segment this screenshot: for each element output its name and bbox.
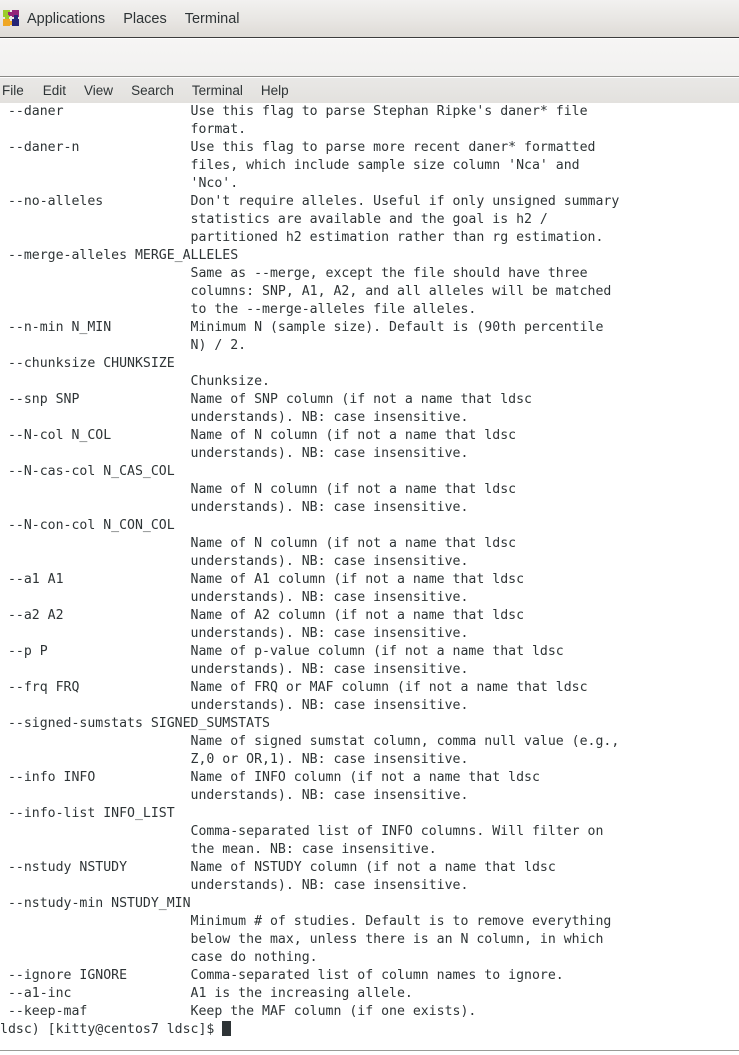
terminal-line: columns: SNP, A1, A2, and all alleles will be matched: [0, 284, 612, 299]
terminal-line: statistics are available and the goal is h2 /: [0, 212, 548, 227]
terminal-line: --p P Name of p-value column (if not a name that ldsc: [0, 644, 564, 659]
shell-prompt-text: ldsc) [kitty@centos7 ldsc]$: [0, 1022, 223, 1037]
terminal-line: to the --merge-alleles file alleles.: [0, 302, 477, 317]
terminal-line: --N-con-col N_CON_COL: [0, 518, 175, 533]
terminal-window-titlebar[interactable]: [0, 39, 739, 77]
panel-menu-applications[interactable]: [0, 0, 114, 38]
terminal-line: the mean. NB: case insensitive.: [0, 842, 437, 857]
terminal-menubar: [0, 78, 739, 103]
shell-prompt-line[interactable]: [0, 1021, 739, 1039]
terminal-line: --snp SNP Name of SNP column (if not a name that ldsc: [0, 392, 532, 407]
menu-file[interactable]: [0, 78, 34, 103]
panel-menu-terminal[interactable]: [176, 0, 249, 38]
panel-menu-applications-label: Applications: [27, 10, 106, 27]
terminal-output: [0, 103, 739, 1039]
terminal-line: Z,0 or OR,1). NB: case insensitive.: [0, 752, 469, 767]
terminal-line: --daner Use this flag to parse Stephan Ripke's daner* file: [0, 104, 588, 119]
terminal-line: understands). NB: case insensitive.: [0, 446, 469, 461]
terminal-line: --merge-alleles MERGE_ALLELES: [0, 248, 239, 263]
panel-menu-places[interactable]: [114, 0, 176, 38]
terminal-line: case do nothing.: [0, 950, 318, 965]
menu-edit-label: Edit: [42, 83, 67, 98]
terminal-line: --nstudy-min NSTUDY_MIN: [0, 896, 191, 911]
terminal-line: --n-min N_MIN Minimum N (sample size). Default is (90th percentile: [0, 320, 604, 335]
terminal-line: Name of N column (if not a name that ldsc: [0, 482, 517, 497]
terminal-line: --N-col N_COL Name of N column (if not a name that ldsc: [0, 428, 517, 443]
terminal-line: 'Nco'.: [0, 176, 239, 191]
terminal-line: format.: [0, 122, 247, 137]
menu-terminal[interactable]: [183, 78, 252, 103]
terminal-line: files, which include sample size column 'Nca' and: [0, 158, 580, 173]
menu-terminal-label: Terminal: [191, 83, 243, 98]
terminal-line: partitioned h2 estimation rather than rg estimation.: [0, 230, 604, 245]
panel-menu-terminal-label: Terminal: [184, 10, 240, 27]
menu-help-label: Help: [260, 83, 289, 98]
gnome-top-panel: [0, 0, 739, 38]
terminal-line: understands). NB: case insensitive.: [0, 626, 469, 641]
terminal-body[interactable]: [0, 103, 739, 1051]
menu-edit[interactable]: [34, 78, 75, 103]
terminal-line: understands). NB: case insensitive.: [0, 662, 469, 677]
terminal-line: understands). NB: case insensitive.: [0, 698, 469, 713]
terminal-line: --a2 A2 Name of A2 column (if not a name that ldsc: [0, 608, 525, 623]
terminal-line: --N-cas-col N_CAS_COL: [0, 464, 175, 479]
terminal-line: --info INFO Name of INFO column (if not a name that ldsc: [0, 770, 540, 785]
panel-menu-places-label: Places: [123, 10, 167, 27]
terminal-line: understands). NB: case insensitive.: [0, 500, 469, 515]
menu-search[interactable]: [122, 78, 183, 103]
terminal-line: understands). NB: case insensitive.: [0, 590, 469, 605]
menu-search-label: Search: [131, 83, 174, 98]
terminal-line: below the max, unless there is an N column, in which: [0, 932, 604, 947]
menu-file-label: File: [2, 83, 24, 98]
terminal-line: understands). NB: case insensitive.: [0, 878, 469, 893]
centos-logo-icon: [3, 10, 20, 27]
terminal-line: --daner-n Use this flag to parse more recent daner* formatted: [0, 140, 596, 155]
terminal-line: Same as --merge, except the file should have three: [0, 266, 588, 281]
terminal-line: Comma-separated list of INFO columns. Will filter on: [0, 824, 604, 839]
menu-view-label: View: [84, 83, 114, 98]
menu-view[interactable]: [75, 78, 122, 103]
terminal-line: --a1-inc A1 is the increasing allele.: [0, 986, 413, 1001]
terminal-line: --info-list INFO_LIST: [0, 806, 175, 821]
terminal-line: --ignore IGNORE Comma-separated list of column names to ignore.: [0, 968, 564, 983]
terminal-line: --signed-sumstats SIGNED_SUMSTATS: [0, 716, 270, 731]
terminal-line: --nstudy NSTUDY Name of NSTUDY column (if not a name that ldsc: [0, 860, 556, 875]
terminal-line: --chunksize CHUNKSIZE: [0, 356, 175, 371]
terminal-line: Name of signed sumstat column, comma null value (e.g.,: [0, 734, 620, 749]
terminal-line: understands). NB: case insensitive.: [0, 788, 469, 803]
terminal-line: understands). NB: case insensitive.: [0, 554, 469, 569]
terminal-line: --a1 A1 Name of A1 column (if not a name that ldsc: [0, 572, 525, 587]
terminal-line: Minimum # of studies. Default is to remove everything: [0, 914, 612, 929]
terminal-line: understands). NB: case insensitive.: [0, 410, 469, 425]
menu-help[interactable]: [252, 78, 298, 103]
terminal-cursor: [222, 1021, 230, 1036]
terminal-line: --no-alleles Don't require alleles. Useful if only unsigned summary: [0, 194, 620, 209]
terminal-line: N) / 2.: [0, 338, 247, 353]
terminal-line: --frq FRQ Name of FRQ or MAF column (if not a name that ldsc: [0, 680, 588, 695]
terminal-line: Name of N column (if not a name that ldsc: [0, 536, 517, 551]
terminal-line: --keep-maf Keep the MAF column (if one exists).: [0, 1004, 477, 1019]
terminal-line: Chunksize.: [0, 374, 270, 389]
